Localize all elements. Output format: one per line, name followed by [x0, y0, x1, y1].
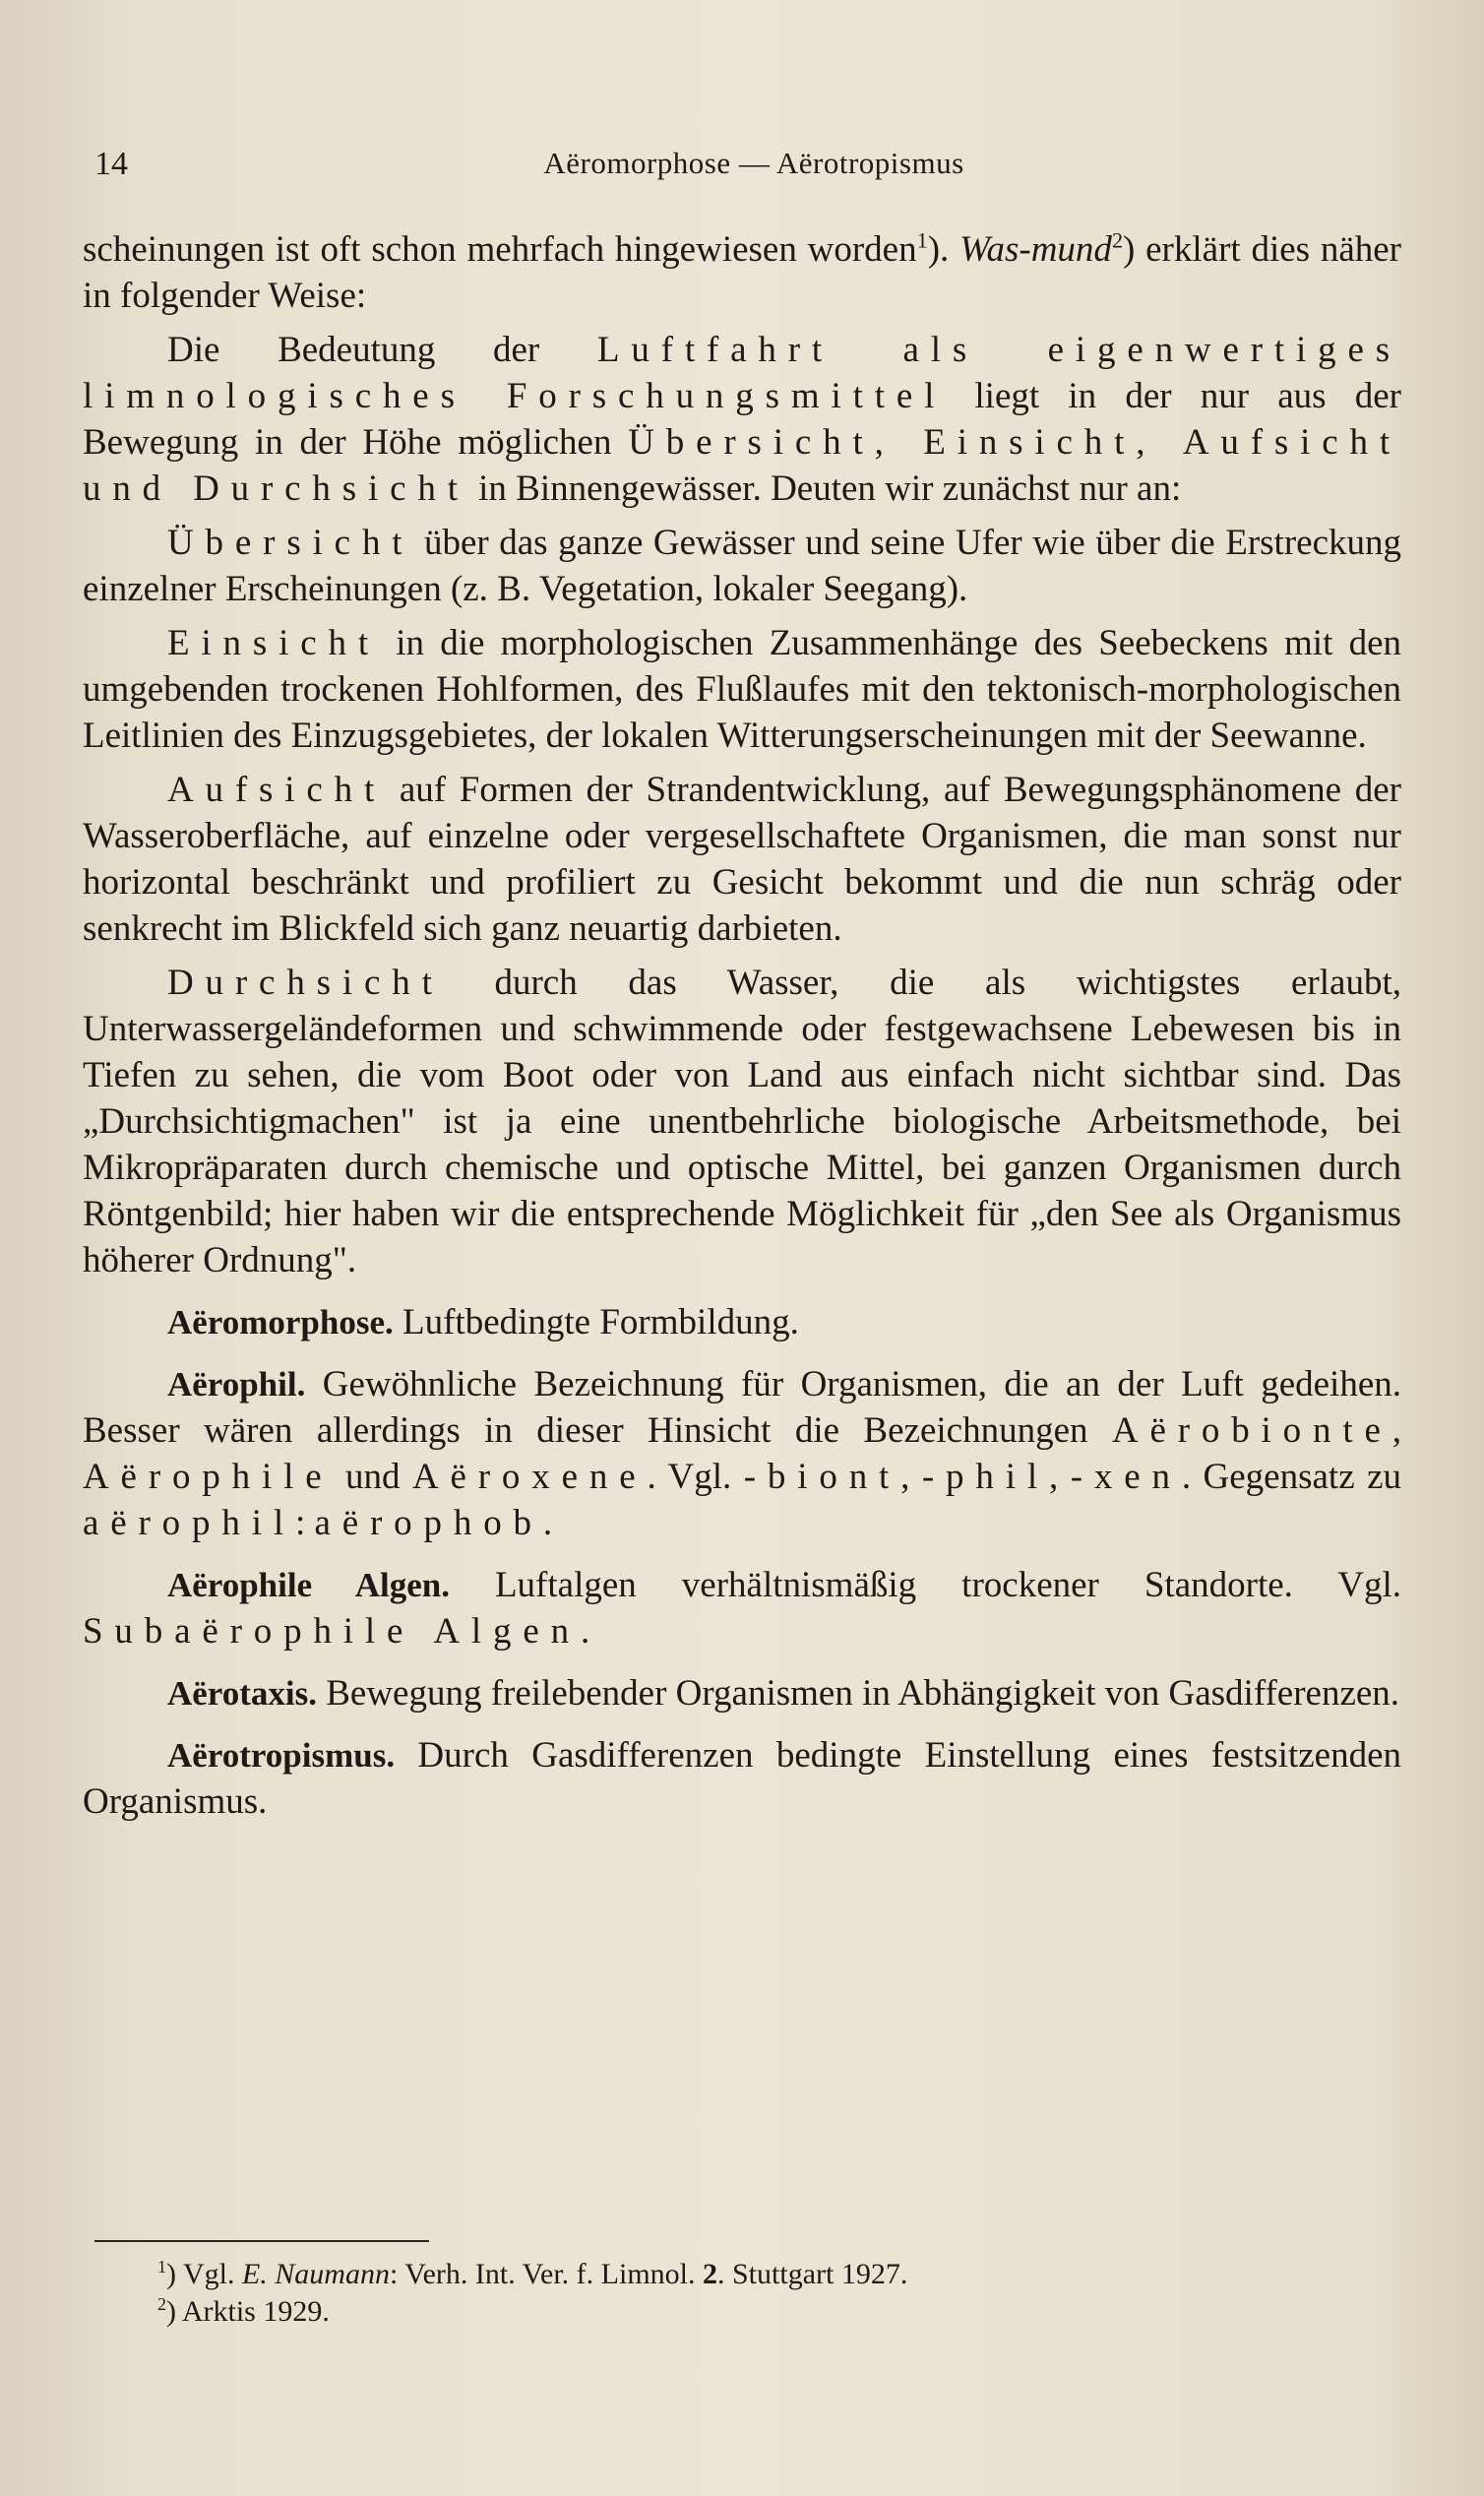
footnote-2 [157, 2293, 1338, 2331]
text: in Binnengewässer. Deuten wir zunächst nur an: [468, 468, 1182, 509]
author-name: Was-mund [959, 229, 1112, 270]
text: : [294, 1503, 315, 1543]
footnote-mark: 1 [157, 2257, 166, 2277]
spaced-text: -biont [743, 1457, 901, 1497]
text: Gewöhnliche Bezeichnung für Organismen, die an der Luft gedeihen. Besser wären allerdings in dieser Hinsicht die Bezeichnungen [83, 1364, 1401, 1451]
author-name: E. Naumann [241, 2258, 390, 2290]
entry-aerophil [83, 1361, 1401, 1546]
spaced-text: Durchsicht [167, 963, 444, 1003]
paragraph-einsicht [83, 620, 1401, 759]
text: Luftalgen verhältnismäßig trockener Standorte. Vgl. [449, 1565, 1401, 1605]
footnote-1 [157, 2256, 1338, 2293]
text: ) erklärt dies näher in folgender Weise: [83, 229, 1402, 316]
paragraph-uebersicht [83, 520, 1401, 612]
text: in die morphologischen Zusammenhänge des Seebeckens mit den umgebenden trockenen Hohlformen, des Flußlaufes mit den tektonisch-morphologischen Leitlinien des Einzugsgebietes, der lokalen Witterungserscheinungen mit der Seewanne. [83, 623, 1401, 756]
entry-aerotaxis [83, 1670, 1401, 1716]
text: über das ganze Gewässer und seine Ufer wie über die Erstreckung einzelner Erscheinungen (z. B. Vegetation, lokaler Seegang). [83, 523, 1401, 609]
text: ). [927, 229, 960, 270]
spaced-text: Subaërophile Algen [83, 1611, 581, 1652]
text: . Gegensatz zu [1181, 1457, 1402, 1497]
text: ) Arktis 1929. [166, 2295, 330, 2328]
text: , [1391, 1410, 1401, 1451]
page-header [94, 146, 1413, 197]
text: , [900, 1457, 922, 1497]
spaced-text: Übersicht [167, 523, 414, 563]
entry-aerophile-algen [83, 1562, 1401, 1654]
spaced-text: Aërobionte [1111, 1410, 1392, 1451]
spaced-text: aërophob [314, 1503, 543, 1543]
text: liegt in der nur aus der Bewegung in der Höhe möglichen [83, 376, 1402, 463]
text: ) Vgl. [166, 2258, 242, 2290]
text: durch das Wasser, die als wichtigstes erlaubt, Unterwassergeländeformen und schwimmende oder festgewachsene Lebewesen bis in Tiefen zu sehen, die vom Boot oder von Land aus einfach nicht sichtbar sind. Das „Durchsichtigmachen" ist ja eine unentbehrliche biologische Arbeitsmethode, bei Mikropräparaten durch chemische und optische Mittel, bei ganzen Organismen durch Röntgenbild; hier haben wir die entsprechende Möglichkeit für „den See als Organismus höherer Ordnung". [83, 963, 1401, 1280]
footnote-mark: 2 [157, 2294, 166, 2314]
text: . Vgl. [647, 1457, 744, 1497]
running-title: Aëromorphose — Aërotropismus [543, 146, 964, 180]
spaced-text: Luftfahrt als eigenwertiges limnologisches Forschungsmittel [83, 330, 1401, 416]
spaced-text: -phil [921, 1457, 1049, 1497]
text: scheinungen ist oft schon mehrfach hingewiesen worden [83, 229, 917, 270]
page-body [83, 226, 1401, 1833]
spaced-text: aërophil [83, 1503, 295, 1543]
footnote-divider [94, 2240, 429, 2242]
entry-term: Aërotropismus. [167, 1736, 396, 1775]
page-number: 14 [94, 146, 128, 182]
entry-term: Aërophile Algen. [167, 1566, 450, 1604]
footnotes [157, 2256, 1338, 2331]
paragraph-intro [83, 226, 1401, 319]
paragraph-bedeutung [83, 327, 1401, 512]
entry-aeromorphose [83, 1299, 1401, 1345]
text: und [333, 1457, 412, 1497]
footnote-ref: 2 [1111, 227, 1124, 253]
spaced-text: -xen [1070, 1457, 1182, 1497]
volume-number: 2 [703, 2258, 717, 2290]
entry-definition: Durch Gasdifferenzen bedingte Einstellung eines festsitzenden Organismus. [83, 1735, 1401, 1822]
spaced-text: Aëroxene [411, 1457, 648, 1497]
footnote-ref: 1 [916, 227, 928, 253]
entry-term: Aërotaxis. [167, 1674, 317, 1713]
text: auf Formen der Strandentwicklung, auf Bewegungsphänomene der Wasseroberfläche, auf einzelne oder vergesellschaftete Organismen, die man sonst nur horizontal beschränkt und profiliert zu Gesicht bekommt und die nun schräg oder senkrecht im Blickfeld sich ganz neuartig darbieten. [83, 770, 1401, 949]
paragraph-durchsicht [83, 960, 1401, 1283]
spaced-text: Übersicht, Einsicht, Aufsicht und Durchsicht [83, 422, 1401, 509]
text: . Stuttgart 1927. [717, 2258, 908, 2290]
entry-term: Aërophil. [167, 1365, 306, 1404]
text: . [580, 1611, 590, 1652]
entry-aerotropismus [83, 1732, 1401, 1825]
paragraph-aufsicht [83, 767, 1401, 952]
entry-definition: Luftbedingte Formbildung. [393, 1302, 799, 1342]
spaced-text: Aufsicht [167, 770, 387, 810]
text: . [542, 1503, 553, 1543]
spaced-text: Aërophile [83, 1457, 334, 1497]
text: Die Bedeutung der [167, 330, 597, 370]
spaced-text: Einsicht [167, 623, 380, 663]
entry-definition: Bewegung freilebender Organismen in Abhängigkeit von Gasdifferenzen. [316, 1673, 1400, 1714]
entry-term: Aëromorphose. [167, 1303, 394, 1342]
text: , [1048, 1457, 1071, 1497]
text: : Verh. Int. Ver. f. Limnol. [389, 2258, 703, 2290]
